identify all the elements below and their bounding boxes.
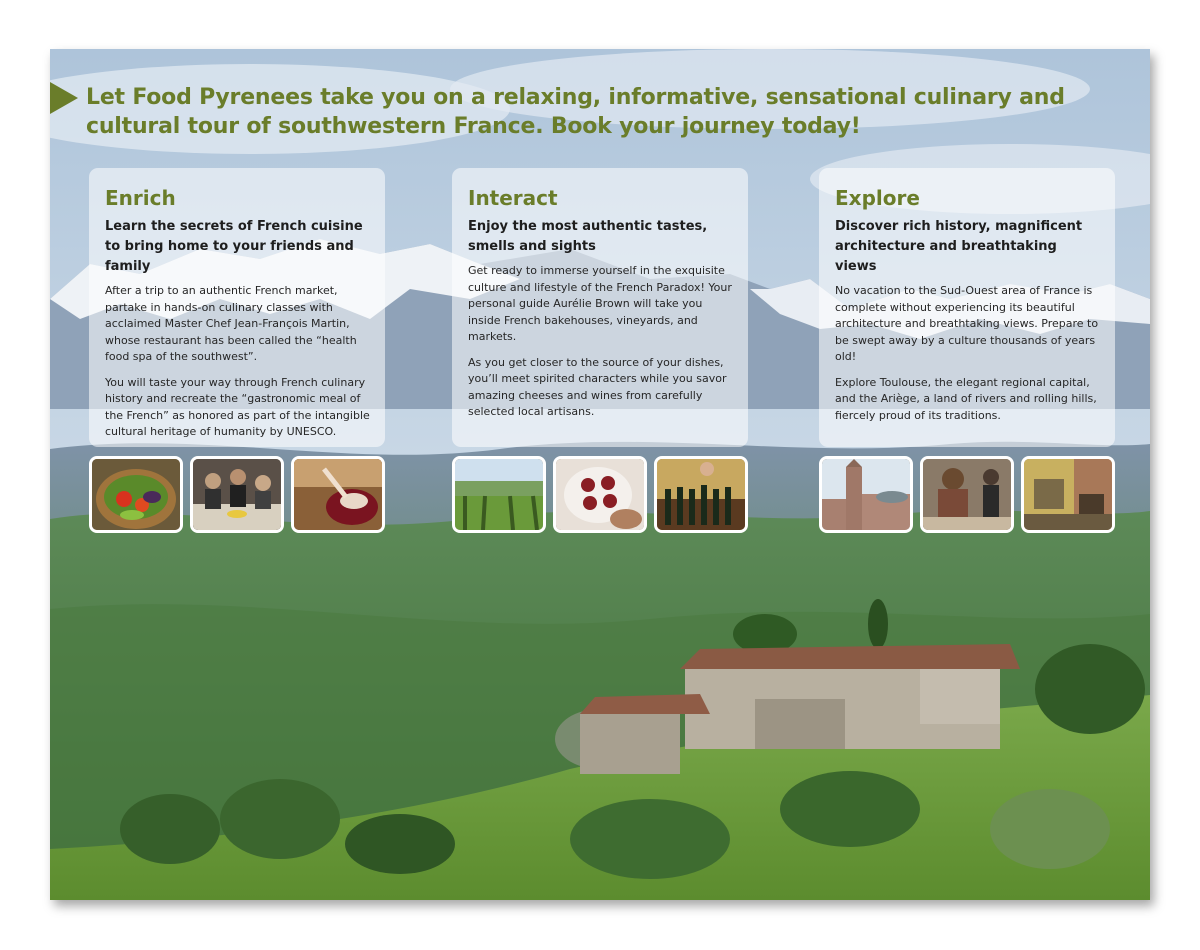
card-subtitle: Enjoy the most authentic tastes, smells and sights [468,219,708,254]
card-subtitle: Discover rich history, magnificent architecture and breathtaking views [835,219,1083,274]
card-title: Explore [835,186,920,210]
card-paragraph: Get ready to immerse yourself in the exquisite culture and lifestyle of the French Paradox! Your personal guide Aurélie Brown will take you inside French bakehouses, vineyards, and markets. [468,264,732,343]
vineyard-photo [452,456,546,533]
card-explore [819,168,1115,447]
page-headline: Let Food Pyrenees take you on a relaxing, informative, sensational culinary and cultural tour of southwestern France. Book your journey today! [86,85,1065,139]
brochure-page [50,49,1150,900]
basilica-photo [819,456,913,533]
card-paragraph: Explore Toulouse, the elegant regional capital, and the Ariège, a land of rivers and rolling hills, fiercely proud of its traditions. [835,375,1097,422]
old-shop-interior-photo [1021,456,1115,533]
card-paragraph: As you get closer to the source of your dishes, you’ll meet spirited characters while you savor amazing cheeses and wines from carefully selected local artisans. [468,355,727,418]
card-enrich [89,168,385,447]
card-subtitle: Learn the secrets of French cuisine to bring home to your friends and family [105,219,363,274]
card-title: Interact [468,186,558,210]
wine-merchant-photo [654,456,748,533]
card-paragraph: No vacation to the Sud-Ouest area of France is complete without experiencing its beautiful architecture and breathtaking views. Prepare to be swept away by a culture thousands of years old! [835,284,1099,363]
artisan-craft-photo [920,456,1014,533]
card-paragraph: After a trip to an authentic French market, partake in hands-on culinary classes with acclaimed Master Chef Jean-François Martin, whose restaurant has been called the “health food spa of the southwest”. [105,284,357,363]
card-interact [452,168,748,447]
wine-glasses-photo [553,456,647,533]
headline-arrow-icon [50,82,78,114]
card-title: Enrich [105,186,176,210]
chef-plating-photo [291,456,385,533]
cooking-class-photo [190,456,284,533]
card-paragraph: You will taste your way through French culinary history and recreate the “gastronomic meal of the French” as honored as part of the intangible cultural heritage of humanity by UNESCO. [105,375,370,438]
vegetable-basket-photo [89,456,183,533]
